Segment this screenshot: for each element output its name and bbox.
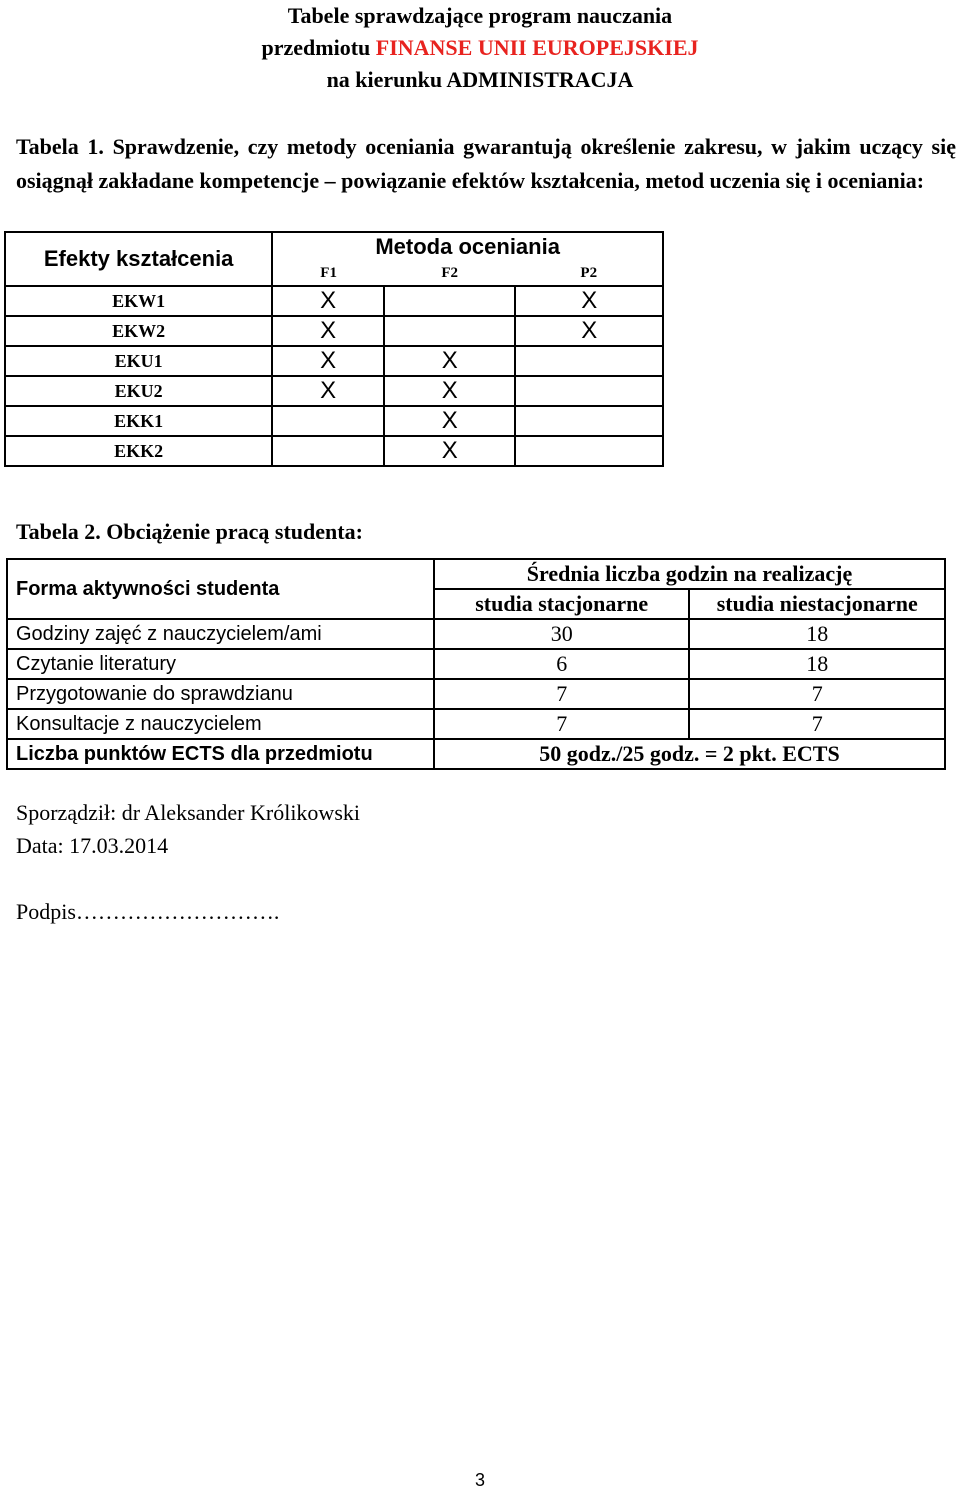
activity-label: Przygotowanie do sprawdzianu (7, 679, 434, 709)
stationary-hours: 6 (434, 649, 689, 679)
table-row (7, 619, 945, 649)
signature-line: Podpis………………………. (16, 899, 280, 924)
effect-label: EKK2 (5, 436, 272, 466)
subject-name: FINANSE UNII EUROPEJSKIEJ (375, 35, 699, 60)
assessment-methods-table (4, 231, 664, 467)
page-number: 3 (474, 1470, 485, 1490)
mark-cell (384, 316, 516, 346)
mark-cell (515, 376, 663, 406)
header-line-1: Tabele sprawdzające program nauczania (287, 3, 673, 28)
effect-label: EKW2 (5, 316, 272, 346)
stationary-hours: 7 (434, 709, 689, 739)
table-row (7, 649, 945, 679)
extramural-header: studia niestacjonarne (689, 589, 945, 619)
ects-label: Liczba punktów ECTS dla przedmiotu (7, 739, 434, 769)
activity-label: Konsultacje z nauczycielem (7, 709, 434, 739)
avg-hours-header: Średnia liczba godzin na realizację (434, 559, 945, 589)
method-f2-header: F2 (384, 261, 516, 286)
workload-table (6, 558, 946, 770)
method-f1-header: F1 (272, 261, 384, 286)
header-line-2-prefix: przedmiotu (261, 35, 376, 60)
table1-intro: Tabela 1. Sprawdzenie, czy metody oceniania gwarantują określenie zakresu, w jakim uczący się osiągnął zakładane kompetencje – powiązanie efektów kształcenia, metod uczenia się i oceniania: (16, 134, 956, 193)
table-row (7, 709, 945, 739)
effect-label: EKU2 (5, 376, 272, 406)
mark-cell: X (272, 376, 384, 406)
mark-cell (272, 436, 384, 466)
activity-label: Godziny zajęć z nauczycielem/ami (7, 619, 434, 649)
table-row (7, 679, 945, 709)
mark-cell (272, 406, 384, 436)
mark-cell (515, 436, 663, 466)
extramural-hours: 7 (689, 679, 945, 709)
effects-header: Efekty kształcenia (5, 232, 272, 286)
table2-title: Tabela 2. Obciążenie pracą studenta: (16, 519, 363, 544)
mark-cell: X (384, 376, 516, 406)
stationary-hours: 7 (434, 679, 689, 709)
mark-cell: X (515, 316, 663, 346)
table-row (5, 436, 663, 466)
mark-cell: X (384, 406, 516, 436)
effect-label: EKW1 (5, 286, 272, 316)
effect-label: EKK1 (5, 406, 272, 436)
header-line-3: na kierunku ADMINISTRACJA (326, 67, 634, 92)
author-line: Sporządził: dr Aleksander Królikowski (16, 800, 360, 825)
method-p2-header: P2 (515, 261, 663, 286)
mark-cell: X (272, 346, 384, 376)
mark-cell: X (384, 346, 516, 376)
table-row (5, 286, 663, 316)
mark-cell (515, 406, 663, 436)
table-row (5, 376, 663, 406)
effect-label: EKU1 (5, 346, 272, 376)
mark-cell (384, 286, 516, 316)
activity-label: Czytanie literatury (7, 649, 434, 679)
table-row (5, 346, 663, 376)
stationary-hours: 30 (434, 619, 689, 649)
header-line-2 (0, 32, 960, 64)
table-row (5, 406, 663, 436)
date-line: Data: 17.03.2014 (16, 833, 169, 858)
ects-value: 50 godz./25 godz. = 2 pkt. ECTS (434, 739, 945, 769)
table-row (7, 739, 945, 769)
mark-cell: X (515, 286, 663, 316)
document-header (0, 0, 960, 96)
method-header: Metoda oceniania (272, 232, 663, 261)
stationary-header: studia stacjonarne (434, 589, 689, 619)
mark-cell: X (272, 316, 384, 346)
activity-header: Forma aktywności studenta (7, 559, 434, 619)
extramural-hours: 18 (689, 619, 945, 649)
table-row (5, 316, 663, 346)
mark-cell: X (272, 286, 384, 316)
mark-cell: X (384, 436, 516, 466)
extramural-hours: 7 (689, 709, 945, 739)
mark-cell (515, 346, 663, 376)
extramural-hours: 18 (689, 649, 945, 679)
